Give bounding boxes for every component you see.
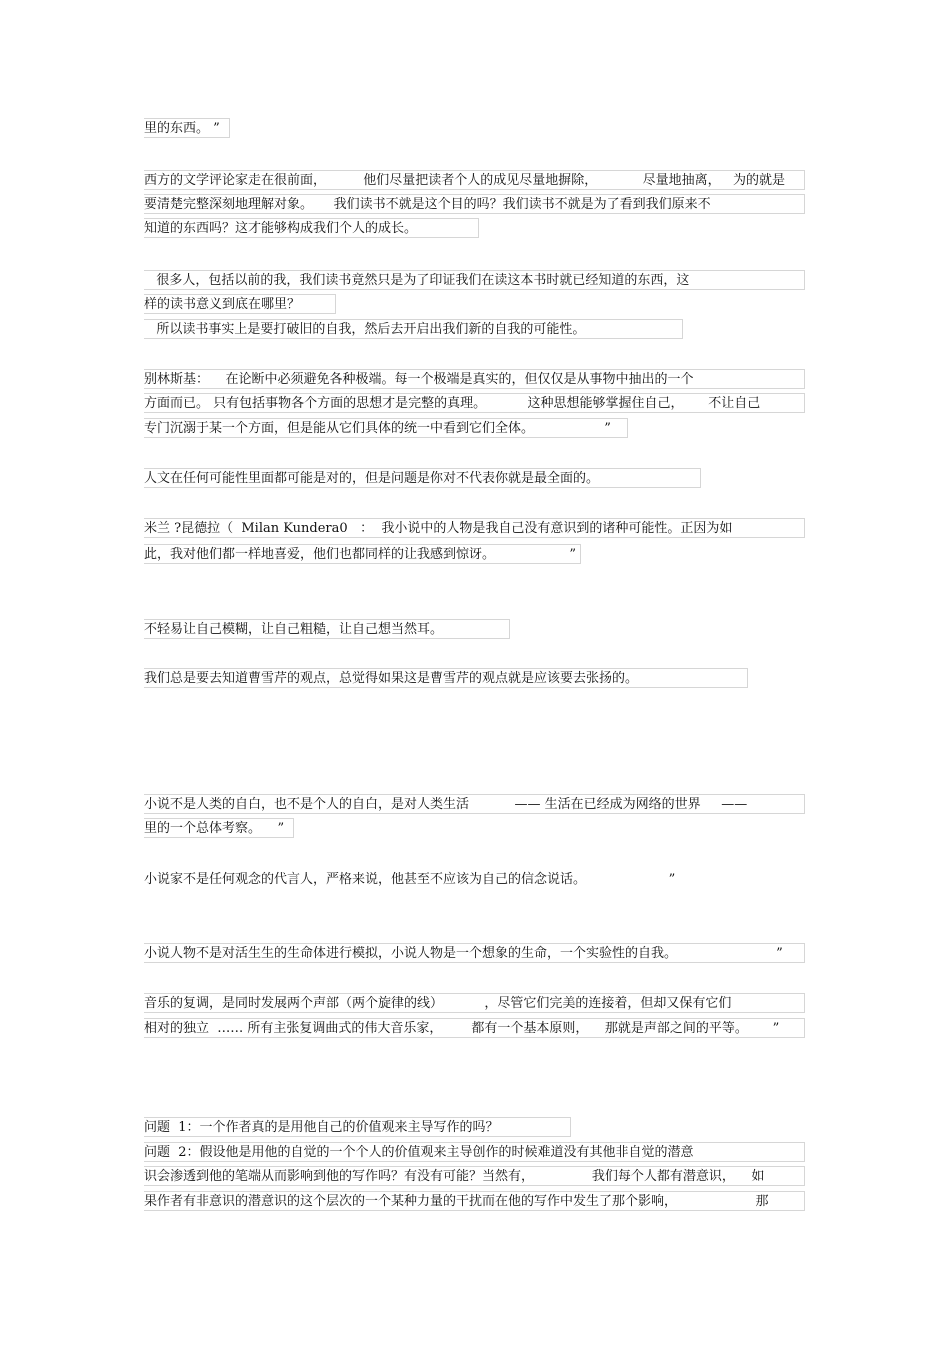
text-line: 小说人物不是对活生生的生命体进行模拟，小说人物是一个想象的生命，一个实验性的自我。 ” xyxy=(144,943,805,963)
text-line: 知道的东西吗？这才能够构成我们个人的成长。 xyxy=(144,218,479,238)
text-line: 果作者有非意识的潜意识的这个层次的一个某种力量的干扰而在他的写作中发生了那个影响， 那 xyxy=(144,1191,805,1211)
text-line: 小说家不是任何观念的代言人，严格来说，他甚至不应该为自己的信念说话。 ” xyxy=(144,872,676,887)
text-line: 很多人，包括以前的我，我们读书竟然只是为了印证我们在读这本书时就已经知道的东西，这 xyxy=(144,270,805,290)
text-line: 我们总是要去知道曹雪芹的观点，总觉得如果这是曹雪芹的观点就是应该要去张扬的。 xyxy=(144,668,748,688)
text-line: 音乐的复调，是同时发展两个声部（两个旋律的线） ，尽管它们完美的连接着，但却又保有它们 xyxy=(144,993,805,1013)
text-line: 小说不是人类的自白，也不是个人的自白，是对人类生活 —— 生活在已经成为网络的世界 —— xyxy=(144,794,805,814)
text-line: 要清楚完整深刻地理解对象。 我们读书不就是这个目的吗？我们读书不就是为了看到我们原来不 xyxy=(144,194,805,214)
text-line: 西方的文学评论家走在很前面， 他们尽量把读者个人的成见尽量地摒除， 尽量地抽离， 为的就是 xyxy=(144,170,805,190)
text-line: 识会渗透到他的笔端从而影响到他的写作吗？有没有可能？当然有， 我们每个人都有潜意识， 如 xyxy=(144,1166,805,1186)
text-line: 此，我对他们都一样地喜爱，他们也都同样的让我感到惊讶。 ” xyxy=(144,544,581,564)
text-line: 不轻易让自己模糊，让自己粗糙，让自己想当然耳。 xyxy=(144,619,510,639)
text-line: 里的东西。 ” xyxy=(144,118,230,138)
text-line: 问题 2：假设他是用他的自觉的一个个人的价值观来主导创作的时候难道没有其他非自觉的潜意 xyxy=(144,1142,805,1162)
text-line: 样的读书意义到底在哪里？ xyxy=(144,294,336,314)
text-line: 米兰 ?昆德拉（ Milan Kundera0 ： 我小说中的人物是我自己没有意识到的诸种可能性。正因为如 xyxy=(144,518,805,538)
text-line: 人文在任何可能性里面都可能是对的，但是问题是你对不代表你就是最全面的。 xyxy=(144,468,701,488)
text-line: 里的一个总体考察。 ” xyxy=(144,818,294,838)
text-line: 相对的独立 …… 所有主张复调曲式的伟大音乐家， 都有一个基本原则， 那就是声部之间的平等。 ” xyxy=(144,1018,805,1038)
text-line: 所以读书事实上是要打破旧的自我，然后去开启出我们新的自我的可能性。 xyxy=(144,319,683,339)
text-line: 问题 1：一个作者真的是用他自己的价值观来主导写作的吗？ xyxy=(144,1117,571,1137)
text-line: 方面而已。 只有包括事物各个方面的思想才是完整的真理。 这种思想能够掌握住自己， 不让自己 xyxy=(144,393,805,413)
text-line: 专门沉溺于某一个方面，但是能从它们具体的统一中看到它们全体。 ” xyxy=(144,418,628,438)
text-line: 别林斯基： 在论断中必须避免各种极端。每一个极端是真实的，但仅仅是从事物中抽出的一个 xyxy=(144,369,805,389)
